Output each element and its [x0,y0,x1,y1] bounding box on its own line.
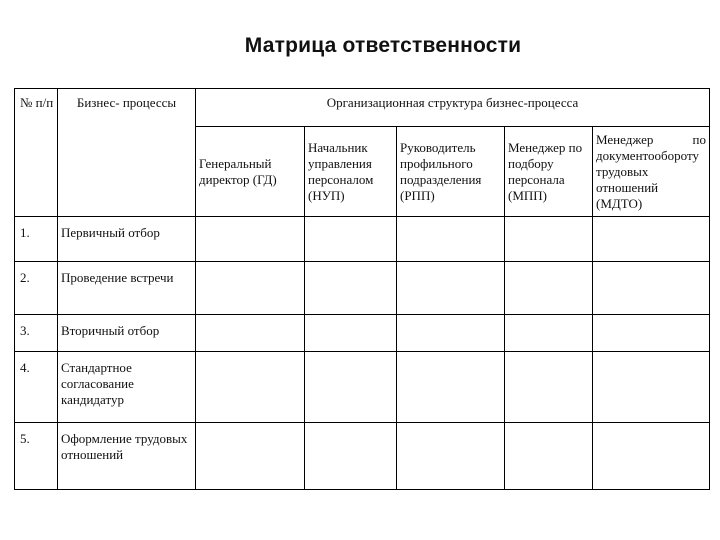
matrix-cell[interactable] [397,262,505,315]
role-header-rpp: Руководитель профильного подразделения (РПП) [397,127,505,217]
matrix-cell[interactable] [505,262,593,315]
matrix-cell[interactable] [593,423,710,490]
matrix-cell[interactable] [196,262,305,315]
process-name: Оформление трудовых отношений [58,423,196,490]
matrix-cell[interactable] [305,217,397,262]
table-row [15,423,710,490]
num-header: № п/п [20,95,54,110]
matrix-cell[interactable] [196,352,305,423]
matrix-cell[interactable] [397,423,505,490]
matrix-cell[interactable] [593,315,710,352]
table-row [15,315,710,352]
process-name: Стандартное согласование кандидатур [58,352,196,423]
role-header-mpp: Менеджер по подбору персонала (МПП) [505,127,593,217]
org-structure-header-cell [196,89,710,127]
matrix-cell[interactable] [397,352,505,423]
table-row [15,262,710,315]
matrix-cell[interactable] [505,217,593,262]
org-structure-header: Организационная структура бизнес-процесса [326,95,579,110]
process-header: Бизнес- процессы [76,95,177,110]
matrix-cell[interactable] [196,315,305,352]
role-header-mdto: Менеджер по документообороту трудовых отношений (МДТО) [593,127,710,217]
matrix-cell[interactable] [505,315,593,352]
matrix-cell[interactable] [305,352,397,423]
matrix-cell[interactable] [397,217,505,262]
process-name: Проведение встречи [58,262,196,315]
table-row [15,352,710,423]
row-number: 4. [15,352,58,423]
responsibility-matrix-table [14,88,710,490]
header-row-top [15,89,710,127]
matrix-cell[interactable] [505,423,593,490]
role-header-nup: Начальник управления персоналом (НУП) [305,127,397,217]
process-header-cell [58,89,196,217]
row-number: 1. [15,217,58,262]
matrix-cell[interactable] [593,352,710,423]
process-name: Вторичный отбор [58,315,196,352]
matrix-cell[interactable] [196,423,305,490]
matrix-cell[interactable] [305,423,397,490]
matrix-cell[interactable] [305,315,397,352]
matrix-cell[interactable] [397,315,505,352]
matrix-cell[interactable] [593,262,710,315]
page-title: Матрица ответственности [244,34,522,57]
process-name: Первичный отбор [58,217,196,262]
matrix-cell[interactable] [196,217,305,262]
row-number: 3. [15,315,58,352]
matrix-cell[interactable] [593,217,710,262]
row-number: 2. [15,262,58,315]
role-header-gd: Генеральный директор (ГД) [196,127,305,217]
matrix-cell[interactable] [305,262,397,315]
row-number: 5. [15,423,58,490]
matrix-cell[interactable] [505,352,593,423]
num-header-cell [15,89,58,217]
table-row [15,217,710,262]
